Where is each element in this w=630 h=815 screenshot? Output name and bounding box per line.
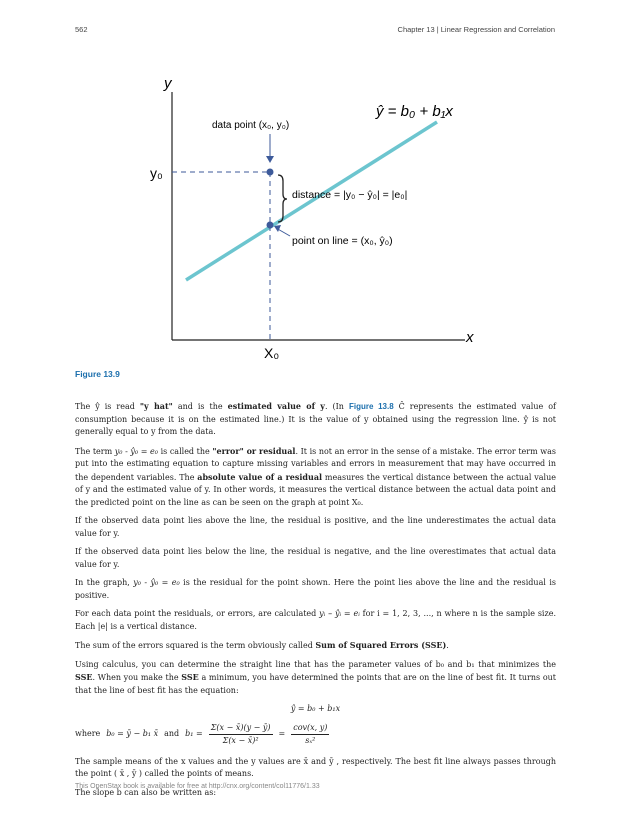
paragraph-above: If the observed data point lies above the line, the residual is positive, and the line underestimates the actual data value for y.: [75, 516, 556, 538]
y0-label: y₀: [150, 165, 163, 181]
best-fit-equation: ŷ = b₀ + b₁x: [290, 704, 341, 713]
x0-label: X₀: [264, 345, 280, 361]
distance-brace: [278, 175, 287, 222]
distance-label: distance = |y₀ − ŷ₀| = |e₀|: [292, 189, 408, 201]
figure-caption: Figure 13.9: [75, 369, 120, 379]
y-axis-label: y: [164, 75, 172, 92]
data-point: [267, 169, 274, 176]
b0-equation: b₀ = ȳ − b₁ x̄: [106, 729, 159, 739]
page-number: 562: [75, 25, 88, 34]
paragraph-y-hat: The ŷ is read "y hat" and is the estimated value of y. (In Figure 13.8 Ĉ represents the estimated value of consumption because it is on the estimated line.) It is the value of y obtained using the regression line. ŷ is not generally equal to y from the data.: [75, 401, 557, 436]
paragraph-means: The sample means of the x values and the y values are x̄ and ȳ , respectively. The best fit line always passes through the point ( x̄ , ȳ ) called the points of means.: [75, 756, 556, 778]
x-axis-label: x: [466, 329, 474, 346]
body-text: [75, 400, 556, 805]
chapter-title: Chapter 13 | Linear Regression and Correlation: [397, 25, 555, 34]
paragraph-sse: The sum of the errors squared is the term obviously called Sum of Squared Errors (SSE).: [75, 640, 449, 650]
paragraph-residual: The term y₀ - ŷ₀ = e₀ is called the "error" or residual. It is not an error in the sense of a mistake. The error term was put into the estimating equation to capture missing variables and errors in measurement that may have occurred in the dependent variables. The absolute value of a residual measures the vertical distance between the actual value of y and the estimated value of y. In other words, it measures the vertical distance between the actual data point and the predicted point on the line as can be seen on the graph at point X₀.: [75, 445, 556, 507]
regression-equation: ŷ = b₀ + b₁x: [376, 103, 453, 120]
paragraph-graph: In the graph, y₀ - ŷ₀ = e₀ is the residual for the point shown. Here the point lies above the line and the residual is positive.: [75, 578, 556, 600]
figure-link[interactable]: Figure 13.8: [348, 402, 394, 411]
footer-text: This OpenStax book is available for free at http://cnx.org/content/col11776/1.33: [75, 783, 320, 790]
coefficient-equations: where b₀ = ȳ − b₁ x̄ and b₁ = $\frac{\Sigma(x - x̄)(y - ȳ)}{\text{Σ(x − x̄)²}}$ = $\frac{\text{cov(x, y)}}{\text{sₓ²}}$: [75, 722, 556, 748]
b1-fraction: $\frac{\Sigma(x - x̄)(y - ȳ)}{\text{Σ(x − x̄)²}}$: [210, 722, 271, 745]
paragraph-slope: The slope b can also be written as:: [75, 787, 217, 797]
paragraph-each-point: For each data point the residuals, or errors, are calculated yᵢ – ŷᵢ = eᵢ for i = 1, 2, 3, ..., n where n is the sample size. Each |e| is a vertical distance.: [75, 609, 556, 631]
point-on-line-label: point on line = (x₀, ŷ₀): [292, 235, 393, 247]
point-on-line-arrowhead: [274, 225, 281, 232]
data-point-label: data point (x₀, y₀): [212, 120, 290, 131]
data-point-arrowhead: [266, 156, 274, 163]
regression-line: [186, 122, 437, 280]
cov-fraction: $\frac{\text{cov(x, y)}}{\text{sₓ²}}$: [293, 722, 328, 745]
paragraph-below: If the observed data point lies below the line, the residual is negative, and the line overestimates that actual data value for y.: [75, 547, 556, 569]
residual-figure: [140, 70, 490, 365]
paragraph-calculus: Using calculus, you can determine the straight line that has the parameter values of b₀ and b₁ that minimizes the SSE. When you make the SSE a minimum, you have determined the points that are on the line of best fit. It turns out that the line of best fit has the equation:: [75, 659, 557, 695]
point-on-line: [267, 222, 274, 229]
